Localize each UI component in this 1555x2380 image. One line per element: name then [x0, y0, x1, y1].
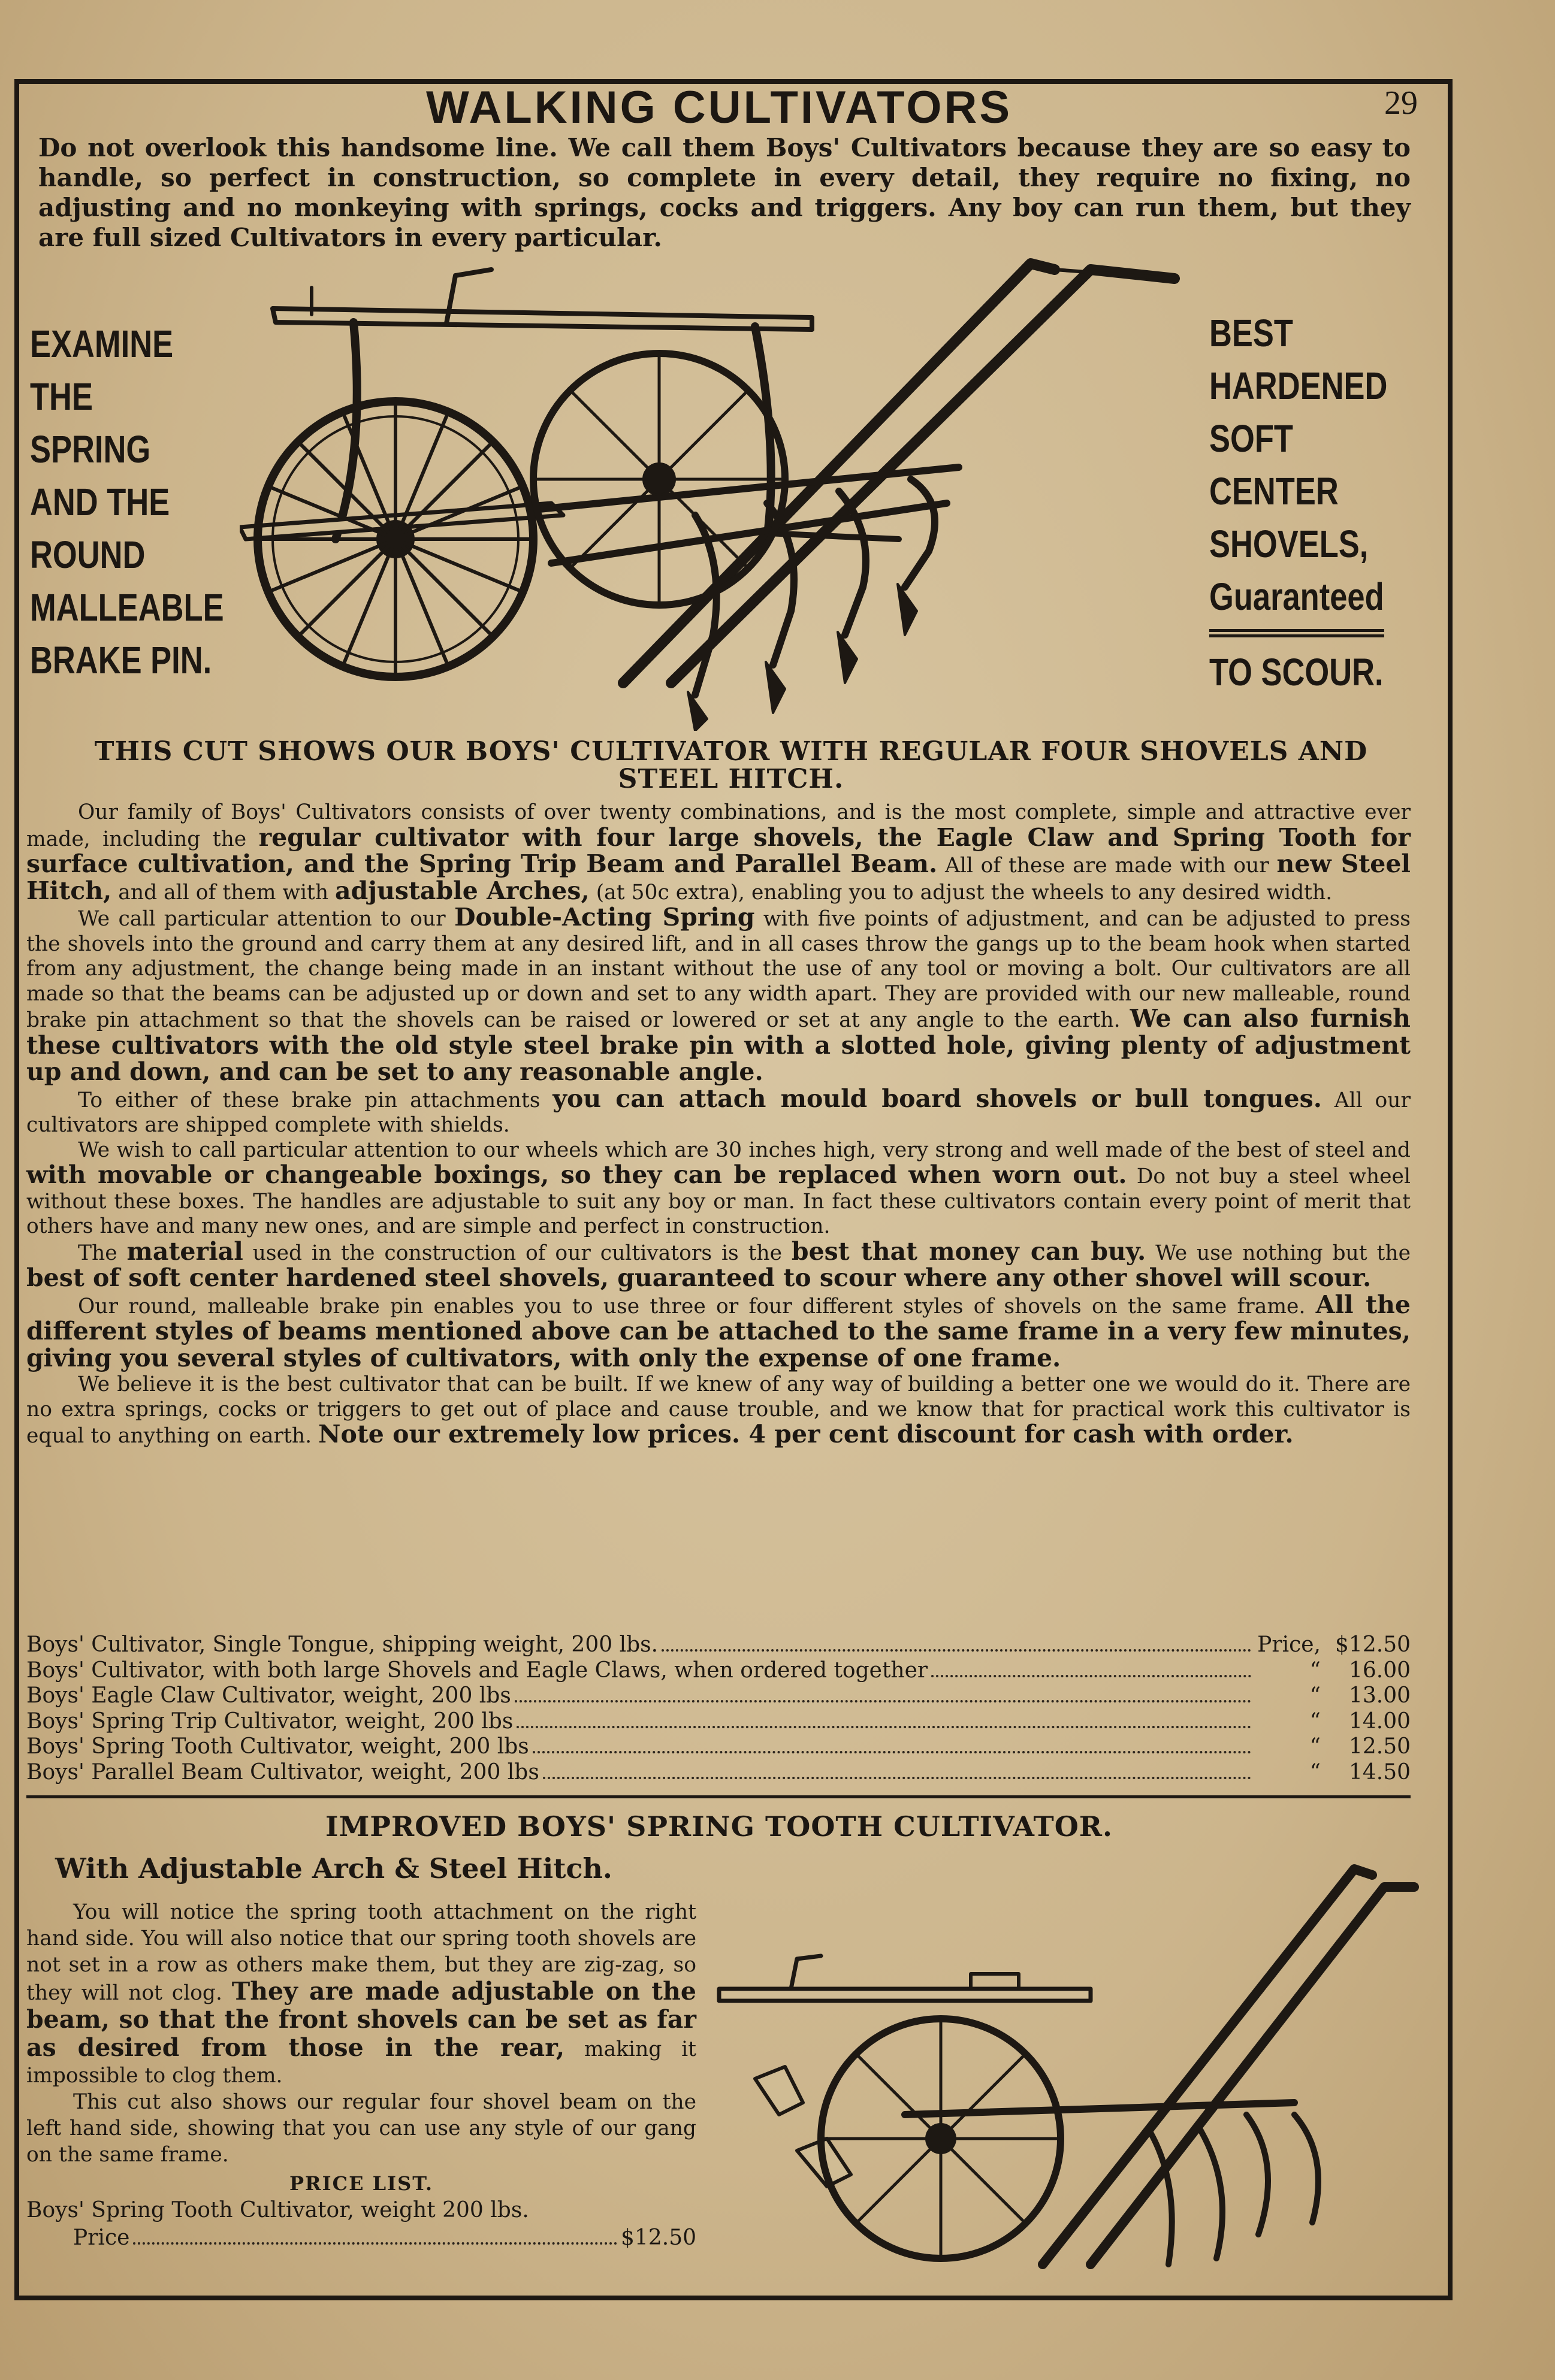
left-callout-line: EXAMINE [30, 322, 174, 365]
body-paragraph: The material used in the construction of our cultivators is the best that money can buy. We use nothing but the best of soft center hardened steel shovels, guaranteed to scour where any other shovel will scour. [26, 1236, 1411, 1292]
body-paragraph: This cut also shows our regular four shovel beam on the left hand side, showing that you can use any style of our gang on the same frame. [26, 2090, 696, 2167]
page-number: 29 [1384, 84, 1418, 122]
section2-title: IMPROVED BOYS' SPRING TOOTH CULTIVATOR. [325, 1810, 1113, 1843]
right-callout-line: SOFT [1209, 417, 1293, 460]
page-title: WALKING CULTIVATORS [425, 82, 1013, 133]
right-callout [1209, 307, 1401, 698]
right-callout-line: BEST [1209, 312, 1293, 355]
price-list-title: PRICE LIST. [289, 2172, 434, 2195]
body-paragraph: We wish to call particular attention to our wheels which are 30 inches high, very strong and well made of the best of steel and with movable or changeable boxings, so they can be replaced when worn out. Do not buy a steel wheel without these boxes. The handles are adjustable to suit any boy or man. In fact these cultivators contain every point of merit that others have and many new ones, and are simple and perfect in construction. [26, 1138, 1411, 1238]
left-callout-line: SPRING [30, 428, 151, 471]
cultivator-illustration [240, 252, 1198, 731]
body-paragraph: Our round, malleable brake pin enables you to use three or four different styles of shovels on the same frame. All the different styles of beams mentioned above can be attached to the same frame in a very few minutes, giving you several styles of cultivators, with only the expense of one frame. [26, 1290, 1411, 1372]
price-list [26, 1632, 1411, 1785]
right-callout-line: SHOVELS, [1209, 522, 1369, 565]
body-paragraph: You will notice the spring tooth attachment on the right hand side. You will also notice that our spring tooth shovels are not set in a row as others make them, but they are zig-zag, so they will not clog. They are made adjustable on the beam, so that the front shovels can be set as far as desired from those in the rear, making it impossible to clog them. [26, 1900, 696, 2088]
left-callout-line: ROUND [30, 533, 146, 576]
right-callout-line: HARDENED [1209, 364, 1388, 407]
left-callout-line: BRAKE PIN. [30, 639, 212, 682]
intro-paragraph: Do not overlook this handsome line. We call them Boys' Cultivators because they are so easy to handle, so perfect in construction, so complete in every detail, they require no fixing, no adjusting and no monkeying with springs, cocks and triggers. Any boy can run them, but they are full sized Cultivators in every particular. [38, 133, 1411, 252]
right-callout-line: TO SCOUR. [1209, 651, 1384, 694]
price-row: Boys' Parallel Beam Cultivator, weight, 200 lbs “ 14.50 [26, 1759, 1411, 1785]
price-row: Boys' Spring Trip Cultivator, weight, 200 lbs “ 14.00 [26, 1708, 1411, 1734]
body-paragraph: To either of these brake pin attachments you can attach mould board shovels or bull tongues. All our cultivators are shipped complete with shields. [26, 1084, 1411, 1137]
section2-subtitle: With Adjustable Arch & Steel Hitch. [55, 1852, 612, 1885]
price-row: Boys' Eagle Claw Cultivator, weight, 200 lbs “ 13.00 [26, 1683, 1411, 1708]
body-paragraph: We believe it is the best cultivator that can be built. If we knew of any way of building a better one we would do it. There are no extra springs, cocks or triggers to get out of place and cause trouble, and we know that for practical work this cultivator is equal to anything on earth. Note our extremely low prices. 4 per cent discount for cash with order. [26, 1372, 1411, 1448]
right-callout-guaranteed: Guaranteed [1209, 570, 1384, 637]
left-callout-line: AND THE [30, 480, 170, 524]
price-row: Boys' Cultivator, with both large Shovels and Eagle Claws, when ordered together “ 16.00 [26, 1658, 1411, 1683]
body-paragraph: Our family of Boys' Cultivators consists of over twenty combinations, and is the most complete, simple and attractive ever made, including the regular cultivator with four large shovels, the Eagle Claw and Spring Tooth for surface cultivation, and the Spring Trip Beam and Parallel Beam. All of these are made with our new Steel Hitch, and all of them with adjustable Arches, (at 50c extra), enabling you to adjust the wheels to any desired width. [26, 800, 1411, 905]
right-callout-line: CENTER [1209, 470, 1339, 513]
price-row: Boys' Spring Tooth Cultivator, weight, 200 lbs “ 12.50 [26, 1734, 1411, 1759]
left-callout-line: MALLEABLE [30, 586, 224, 629]
illustration-caption: THIS CUT SHOWS OUR BOYS' CULTIVATOR WITH REGULAR FOUR SHOVELS AND STEEL HITCH. [94, 736, 1368, 794]
section-divider [26, 1795, 1411, 1798]
price-item: Boys' Spring Tooth Cultivator, weight 200 lbs. [26, 2198, 529, 2222]
price-row: Boys' Cultivator, Single Tongue, shipping weight, 200 lbs. Price, $12.50 [26, 1632, 1411, 1657]
main-description [26, 800, 1411, 1449]
spring-tooth-cultivator-illustration [707, 1851, 1426, 2270]
left-callout [30, 317, 224, 687]
left-callout-line: THE [30, 375, 93, 418]
section2-description [26, 1899, 696, 2252]
body-paragraph: We call particular attention to our Double-Acting Spring with five points of adjustment, and can be adjusted to press the shovels into the ground and carry them at any desired lift, and in all cases throw the gangs up to the beam hook when started from any adjustment, the change being made in an instant without the use of any tool or moving a bolt. Our cultivators are all made so that the beams can be adjusted up or down and set to any width apart. They are provided with our new malleable, round brake pin attachment so that the shovels can be raised or lowered or set at any angle to the earth. We can also furnish these cultivators with the old style steel brake pin with a slotted hole, giving plenty of adjustment up and down, and can be set to any reasonable angle. [26, 903, 1411, 1086]
price-row: Price $12.50 [73, 2225, 696, 2250]
